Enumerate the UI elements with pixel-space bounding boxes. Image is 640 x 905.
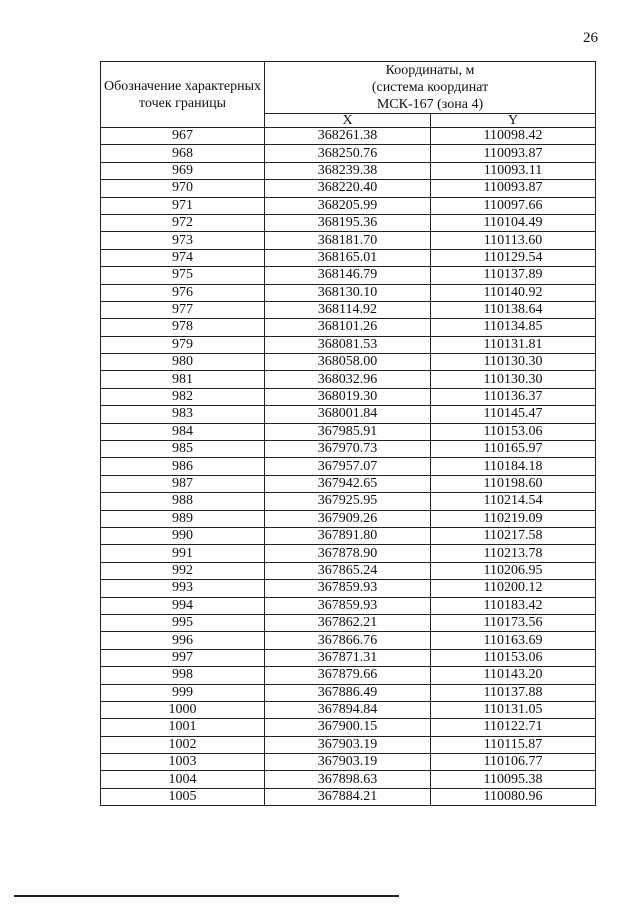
point-id-cell: 976 — [101, 284, 265, 301]
point-id-cell: 968 — [101, 145, 265, 162]
y-coordinate-cell: 110080.96 — [431, 788, 596, 805]
point-id-cell: 981 — [101, 371, 265, 388]
table-row — [101, 771, 596, 788]
point-id-cell: 971 — [101, 197, 265, 214]
y-coordinate-cell: 110140.92 — [431, 284, 596, 301]
y-coordinate-cell: 110137.88 — [431, 684, 596, 701]
y-coordinate-cell: 110134.85 — [431, 319, 596, 336]
y-coordinate-cell: 110153.06 — [431, 423, 596, 440]
y-coordinate-cell: 110097.66 — [431, 197, 596, 214]
point-id-cell: 985 — [101, 441, 265, 458]
x-coordinate-cell: 367871.31 — [265, 649, 431, 666]
table-row — [101, 336, 596, 353]
x-coordinate-cell: 368114.92 — [265, 301, 431, 318]
table-row — [101, 562, 596, 579]
footer-divider — [14, 895, 399, 897]
table-row — [101, 128, 596, 145]
table-body — [101, 128, 596, 806]
page-number: 26 — [583, 30, 598, 46]
x-coordinate-cell: 367886.49 — [265, 684, 431, 701]
y-coordinate-cell: 110217.58 — [431, 527, 596, 544]
y-coordinate-cell: 110200.12 — [431, 580, 596, 597]
y-coordinate-cell: 110198.60 — [431, 475, 596, 492]
table-row — [101, 214, 596, 231]
table-row — [101, 249, 596, 266]
y-coordinate-cell: 110219.09 — [431, 510, 596, 527]
header-coordinates-line3: МСК-167 (зона 4) — [376, 97, 484, 112]
table-row — [101, 649, 596, 666]
y-coordinate-cell: 110206.95 — [431, 562, 596, 579]
x-coordinate-cell: 367884.21 — [265, 788, 431, 805]
x-coordinate-cell: 367957.07 — [265, 458, 431, 475]
point-id-cell: 996 — [101, 632, 265, 649]
header-point-name: Обозначение характерных точек границы — [101, 62, 265, 128]
y-coordinate-cell: 110098.42 — [431, 128, 596, 145]
point-id-cell: 975 — [101, 267, 265, 284]
table-row — [101, 788, 596, 805]
table-row — [101, 284, 596, 301]
point-id-cell: 988 — [101, 493, 265, 510]
table-row — [101, 614, 596, 631]
x-coordinate-cell: 368205.99 — [265, 197, 431, 214]
x-coordinate-cell: 367859.93 — [265, 580, 431, 597]
header-y: Y — [431, 114, 596, 128]
y-coordinate-cell: 110163.69 — [431, 632, 596, 649]
x-coordinate-cell: 367925.95 — [265, 493, 431, 510]
table-row — [101, 145, 596, 162]
x-coordinate-cell: 367859.93 — [265, 597, 431, 614]
point-id-cell: 984 — [101, 423, 265, 440]
y-coordinate-cell: 110145.47 — [431, 406, 596, 423]
table-row — [101, 632, 596, 649]
point-id-cell: 991 — [101, 545, 265, 562]
point-id-cell: 1003 — [101, 754, 265, 771]
table-row — [101, 545, 596, 562]
x-coordinate-cell: 368081.53 — [265, 336, 431, 353]
y-coordinate-cell: 110093.11 — [431, 162, 596, 179]
table-row — [101, 527, 596, 544]
header-coordinates-line2: (система координат — [371, 80, 489, 95]
x-coordinate-cell: 367903.19 — [265, 754, 431, 771]
y-coordinate-cell: 110093.87 — [431, 180, 596, 197]
y-coordinate-cell: 110122.71 — [431, 719, 596, 736]
header-x: X — [265, 114, 431, 128]
x-coordinate-cell: 368146.79 — [265, 267, 431, 284]
point-id-cell: 967 — [101, 128, 265, 145]
x-coordinate-cell: 368165.01 — [265, 249, 431, 266]
y-coordinate-cell: 110131.05 — [431, 701, 596, 718]
y-coordinate-cell: 110130.30 — [431, 371, 596, 388]
y-coordinate-cell: 110173.56 — [431, 614, 596, 631]
table-row — [101, 423, 596, 440]
x-coordinate-cell: 367878.90 — [265, 545, 431, 562]
table-row — [101, 510, 596, 527]
y-coordinate-cell: 110214.54 — [431, 493, 596, 510]
x-coordinate-cell: 367862.21 — [265, 614, 431, 631]
header-coordinates — [265, 62, 596, 114]
y-coordinate-cell: 110131.81 — [431, 336, 596, 353]
table-row — [101, 493, 596, 510]
table-row — [101, 684, 596, 701]
point-id-cell: 970 — [101, 180, 265, 197]
table-row — [101, 354, 596, 371]
y-coordinate-cell: 110137.89 — [431, 267, 596, 284]
table-row — [101, 388, 596, 405]
point-id-cell: 992 — [101, 562, 265, 579]
point-id-cell: 978 — [101, 319, 265, 336]
x-coordinate-cell: 367898.63 — [265, 771, 431, 788]
point-id-cell: 994 — [101, 597, 265, 614]
y-coordinate-cell: 110093.87 — [431, 145, 596, 162]
x-coordinate-cell: 367894.84 — [265, 701, 431, 718]
table-row — [101, 267, 596, 284]
x-coordinate-cell: 368181.70 — [265, 232, 431, 249]
x-coordinate-cell: 367879.66 — [265, 667, 431, 684]
y-coordinate-cell: 110113.60 — [431, 232, 596, 249]
table-row — [101, 301, 596, 318]
point-id-cell: 974 — [101, 249, 265, 266]
point-id-cell: 998 — [101, 667, 265, 684]
x-coordinate-cell: 367865.24 — [265, 562, 431, 579]
x-coordinate-cell: 367891.80 — [265, 527, 431, 544]
x-coordinate-cell: 368239.38 — [265, 162, 431, 179]
y-coordinate-cell: 110104.49 — [431, 214, 596, 231]
x-coordinate-cell: 368261.38 — [265, 128, 431, 145]
y-coordinate-cell: 110129.54 — [431, 249, 596, 266]
x-coordinate-cell: 368195.36 — [265, 214, 431, 231]
x-coordinate-cell: 367942.65 — [265, 475, 431, 492]
table-row — [101, 754, 596, 771]
y-coordinate-cell: 110143.20 — [431, 667, 596, 684]
point-id-cell: 997 — [101, 649, 265, 666]
x-coordinate-cell: 368058.00 — [265, 354, 431, 371]
point-id-cell: 987 — [101, 475, 265, 492]
point-id-cell: 1005 — [101, 788, 265, 805]
table-row — [101, 597, 596, 614]
table-row — [101, 162, 596, 179]
y-coordinate-cell: 110095.38 — [431, 771, 596, 788]
x-coordinate-cell: 368032.96 — [265, 371, 431, 388]
x-coordinate-cell: 368130.10 — [265, 284, 431, 301]
point-id-cell: 999 — [101, 684, 265, 701]
point-id-cell: 979 — [101, 336, 265, 353]
x-coordinate-cell: 368250.76 — [265, 145, 431, 162]
point-id-cell: 1004 — [101, 771, 265, 788]
table-row — [101, 701, 596, 718]
y-coordinate-cell: 110138.64 — [431, 301, 596, 318]
point-id-cell: 973 — [101, 232, 265, 249]
point-id-cell: 969 — [101, 162, 265, 179]
x-coordinate-cell: 367985.91 — [265, 423, 431, 440]
point-id-cell: 990 — [101, 527, 265, 544]
y-coordinate-cell: 110115.87 — [431, 736, 596, 753]
point-id-cell: 995 — [101, 614, 265, 631]
header-coordinates-line1: Координаты, м — [385, 63, 475, 78]
x-coordinate-cell: 367970.73 — [265, 441, 431, 458]
point-id-cell: 989 — [101, 510, 265, 527]
x-coordinate-cell: 367903.19 — [265, 736, 431, 753]
point-id-cell: 983 — [101, 406, 265, 423]
y-coordinate-cell: 110165.97 — [431, 441, 596, 458]
x-coordinate-cell: 368101.26 — [265, 319, 431, 336]
table-row — [101, 736, 596, 753]
y-coordinate-cell: 110184.18 — [431, 458, 596, 475]
coordinates-table — [100, 61, 596, 806]
table-row — [101, 667, 596, 684]
x-coordinate-cell: 367909.26 — [265, 510, 431, 527]
table-header — [101, 62, 596, 128]
point-id-cell: 977 — [101, 301, 265, 318]
table-row — [101, 319, 596, 336]
table-row — [101, 580, 596, 597]
x-coordinate-cell: 368220.40 — [265, 180, 431, 197]
y-coordinate-cell: 110130.30 — [431, 354, 596, 371]
y-coordinate-cell: 110183.42 — [431, 597, 596, 614]
y-coordinate-cell: 110213.78 — [431, 545, 596, 562]
table-row — [101, 458, 596, 475]
table-row — [101, 371, 596, 388]
table-row — [101, 197, 596, 214]
y-coordinate-cell: 110106.77 — [431, 754, 596, 771]
x-coordinate-cell: 368001.84 — [265, 406, 431, 423]
x-coordinate-cell: 368019.30 — [265, 388, 431, 405]
point-id-cell: 1000 — [101, 701, 265, 718]
point-id-cell: 972 — [101, 214, 265, 231]
table-row — [101, 441, 596, 458]
point-id-cell: 993 — [101, 580, 265, 597]
point-id-cell: 1002 — [101, 736, 265, 753]
table-row — [101, 232, 596, 249]
x-coordinate-cell: 367866.76 — [265, 632, 431, 649]
y-coordinate-cell: 110153.06 — [431, 649, 596, 666]
x-coordinate-cell: 367900.15 — [265, 719, 431, 736]
point-id-cell: 1001 — [101, 719, 265, 736]
table-row — [101, 406, 596, 423]
table-row — [101, 475, 596, 492]
y-coordinate-cell: 110136.37 — [431, 388, 596, 405]
table-row — [101, 719, 596, 736]
point-id-cell: 986 — [101, 458, 265, 475]
table-row — [101, 180, 596, 197]
point-id-cell: 982 — [101, 388, 265, 405]
point-id-cell: 980 — [101, 354, 265, 371]
